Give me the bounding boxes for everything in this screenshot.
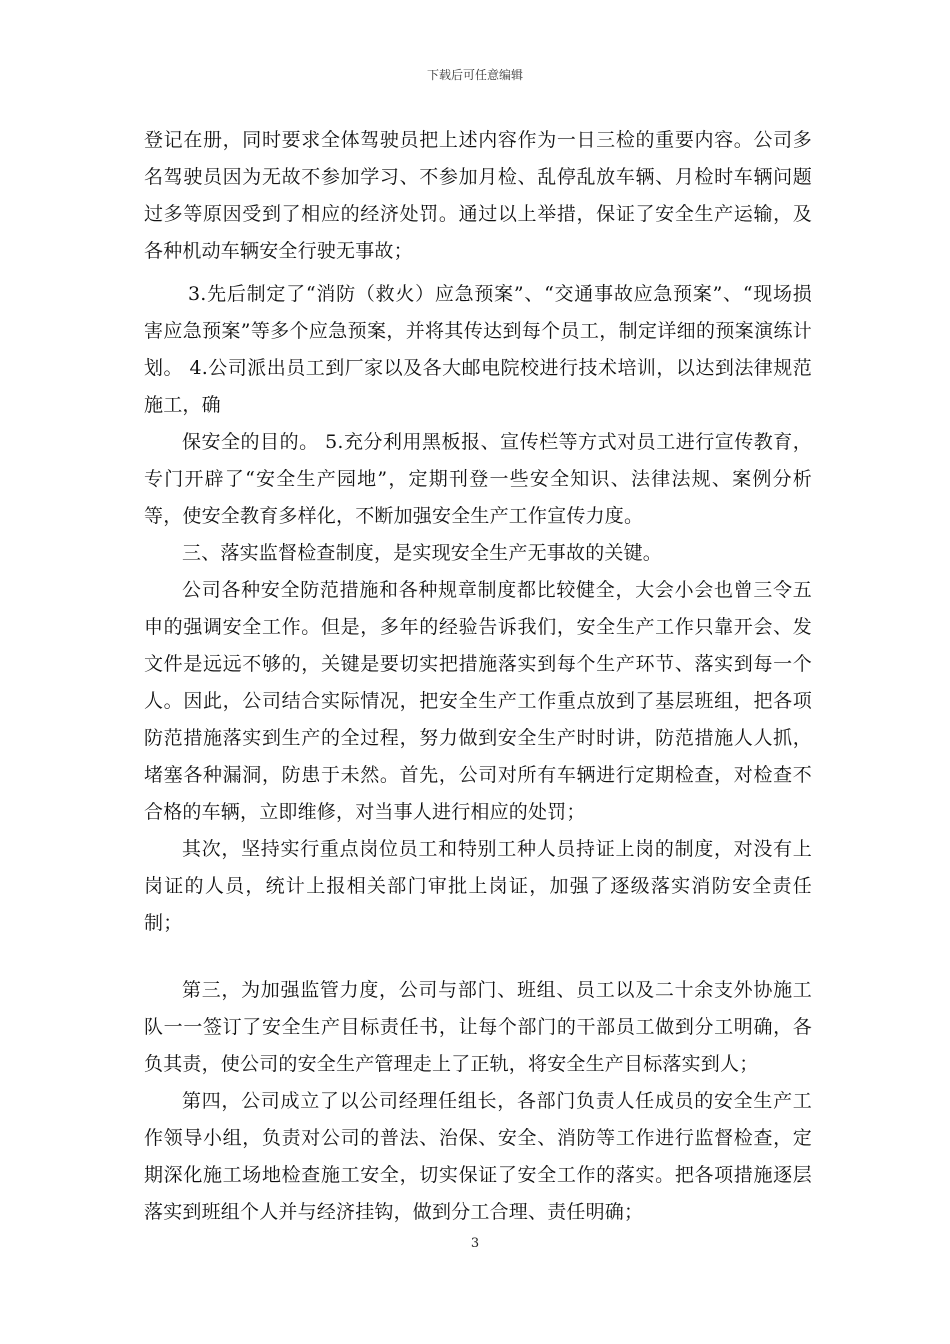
paragraph-3: 保安全的目的。 5.充分利用黑板报、宣传栏等方式对员工进行宣传教育，专门开辟了“安全生产园地”，定期刊登一些安全知识、法律法规、案例分析等，使安全教育多样化，不断加强安全生产工作宣传力度。 [144,431,812,527]
blank-gap [144,942,812,972]
paragraph-2: 3.先后制定了“消防（救火）应急预案”、“交通事故应急预案”、“现场损害应急预案”等多个应急预案，并将其传达到每个员工，制定详细的预案演练计划。 4.公司派出员工到厂家以及各大邮电院校进行技术培训，以达到法律规范施工，确 [144,283,812,416]
section-heading: 三、落实监督检查制度，是实现安全生产无事故的关键。 [182,542,663,564]
page-number: 3 [470,1236,480,1251]
paragraph-4: 公司各种安全防范措施和各种规章制度都比较健全，大会小会也曾三令五申的强调安全工作。但是，多年的经验告诉我们，安全生产工作只靠开会、发文件是远远不够的，关键是要切实把措施落实到每个生产环节、落实到每一个人。因此，公司结合实际情况，把安全生产工作重点放到了基层班组，把各项防范措施落实到生产的全过程，努力做到安全生产时时讲，防范措施人人抓，堵塞各种漏洞，防患于未然。首先，公司对所有车辆进行定期检查，对检查不合格的车辆，立即维修，对当事人进行相应的处罚； [144,579,812,823]
paragraph-1: 登记在册，同时要求全体驾驶员把上述内容作为一日三检的重要内容。公司多名驾驶员因为无故不参加学习、不参加月检、乱停乱放车辆、月检时车辆问题过多等原因受到了相应的经济处罚。通过以上举措，保证了安全生产运输，及各种机动车辆安全行驶无事故； [144,129,812,262]
paragraph-5: 其次，坚持实行重点岗位员工和特别工种人员持证上岗的制度，对没有上岗证的人员，统计上报相关部门审批上岗证，加强了逐级落实消防安全责任制； [144,838,812,934]
document-body [144,122,812,1231]
paragraph-7: 第四，公司成立了以公司经理任组长，各部门负责人任成员的安全生产工作领导小组，负责对公司的普法、治保、安全、消防等工作进行监督检查，定期深化施工场地检查施工安全，切实保证了安全工作的落实。把各项措施逐层落实到班组个人并与经济挂钩，做到分工合理、责任明确； [144,1090,812,1223]
header-note: 下载后可任意编辑 [426,68,523,82]
paragraph-6: 第三，为加强监管力度，公司与部门、班组、员工以及二十余支外协施工队一一签订了安全生产目标责任书，让每个部门的干部员工做到分工明确，各负其责，使公司的安全生产管理走上了正轨，将安全生产目标落实到人； [144,979,812,1075]
